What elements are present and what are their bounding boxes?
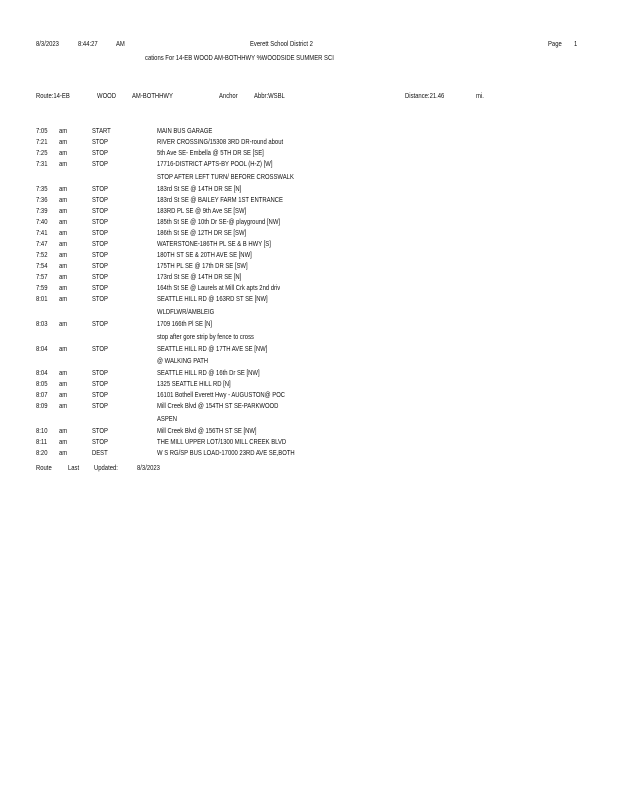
stop-time: 7:31: [36, 159, 48, 168]
footer-updated-date: 8/3/2023: [137, 463, 160, 472]
stop-type: STOP: [92, 148, 108, 157]
stop-row: [0, 206, 618, 215]
stop-row: [0, 294, 618, 303]
report-date: 8/3/2023: [36, 39, 59, 48]
stop-row: [0, 195, 618, 204]
stop-description-cont: @ WALKING PATH: [157, 356, 209, 365]
stop-continuation: [0, 172, 618, 181]
stop-time: 8:11: [36, 437, 48, 446]
stop-description-cont: WLDFLWR/AMBLEIG: [157, 307, 215, 316]
stop-ampm: am: [59, 126, 68, 135]
stop-ampm: am: [59, 206, 68, 215]
stop-ampm: am: [59, 319, 68, 328]
footer-route-label: Route: [36, 463, 52, 472]
stop-type: STOP: [92, 228, 108, 237]
stop-description: SEATTLE HILL RD @ 16th Dr SE [NW]: [157, 368, 260, 377]
stop-type: STOP: [92, 401, 108, 410]
stop-description: 17716-DISTRICT APTS-BY POOL (H-Z) [W]: [157, 159, 273, 168]
stop-row: [0, 437, 618, 446]
stop-ampm: am: [59, 137, 68, 146]
stop-time: 7:41: [36, 228, 48, 237]
stop-ampm: am: [59, 368, 68, 377]
stop-description: WATERSTONE-186TH PL SE & B HWY [S]: [157, 239, 271, 248]
stop-time: 7:05: [36, 126, 48, 135]
stop-row: [0, 159, 618, 168]
stop-description: SEATTLE HILL RD @ 163RD ST SE [NW]: [157, 294, 268, 303]
stop-type: STOP: [92, 437, 108, 446]
stop-ampm: am: [59, 294, 68, 303]
stop-type: STOP: [92, 283, 108, 292]
report-ampm: AM: [116, 39, 125, 48]
stop-type: STOP: [92, 390, 108, 399]
stop-type: STOP: [92, 184, 108, 193]
stop-row: [0, 126, 618, 135]
stop-description: 183rd St SE @ BAILEY FARM 1ST ENTRANCE: [157, 195, 283, 204]
stop-description: 185th St SE @ 10th Dr SE-@ playground [NW]: [157, 217, 281, 226]
stop-ampm: am: [59, 283, 68, 292]
stop-time: 8:10: [36, 426, 48, 435]
route-school: WOOD: [97, 91, 116, 100]
stop-continuation: [0, 414, 618, 423]
stop-description-cont: STOP AFTER LEFT TURN/ BEFORE CROSSWALK: [157, 172, 294, 181]
stop-time: 8:03: [36, 319, 48, 328]
district-title: Everett School District 2: [250, 39, 313, 48]
stop-ampm: am: [59, 148, 68, 157]
stop-description: MAIN BUS GARAGE: [157, 126, 213, 135]
stop-ampm: am: [59, 448, 68, 457]
stop-time: 8:20: [36, 448, 48, 457]
stop-row: [0, 228, 618, 237]
stop-ampm: am: [59, 195, 68, 204]
stop-description: RIVER CROSSING/15308 3RD DR-round about: [157, 137, 284, 146]
stop-continuation: [0, 307, 618, 316]
stop-type: STOP: [92, 195, 108, 204]
stop-continuation: [0, 356, 618, 365]
stop-ampm: am: [59, 344, 68, 353]
stop-description: 16101 Bothell Everett Hwy - AUGUSTON@ POC: [157, 390, 286, 399]
stop-row: [0, 448, 618, 457]
stop-type: STOP: [92, 272, 108, 281]
stop-ampm: am: [59, 401, 68, 410]
stop-row: [0, 401, 618, 410]
stop-description: 180TH ST SE & 20TH AVE SE [NW]: [157, 250, 252, 259]
stop-time: 7:25: [36, 148, 48, 157]
stop-time: 8:09: [36, 401, 48, 410]
stop-description: 5th Ave SE- Embella @ 5TH DR SE [SE]: [157, 148, 264, 157]
stop-type: STOP: [92, 217, 108, 226]
stop-ampm: am: [59, 437, 68, 446]
report-subtitle: cations For 14-EB WOOD AM-BOTHHWY %WOODSIDE SUMMER SCI: [145, 53, 334, 62]
stop-ampm: am: [59, 239, 68, 248]
stop-description: SEATTLE HILL RD @ 17TH AVE SE [NW]: [157, 344, 268, 353]
stop-type: STOP: [92, 319, 108, 328]
stop-description: W S RG/SP BUS LOAD-17000 23RD AVE SE,BOTH: [157, 448, 295, 457]
stop-row: [0, 379, 618, 388]
stop-ampm: am: [59, 272, 68, 281]
stop-description-cont: stop after gore strip by fence to cross: [157, 332, 254, 341]
stop-time: 7:57: [36, 272, 48, 281]
stop-ampm: am: [59, 250, 68, 259]
stop-ampm: am: [59, 184, 68, 193]
stop-type: DEST: [92, 448, 108, 457]
stop-row: [0, 239, 618, 248]
page-label: Page: [548, 39, 562, 48]
stop-time: 7:47: [36, 239, 48, 248]
stop-description: 183rd St SE @ 14TH DR SE [N]: [157, 184, 242, 193]
stop-time: 8:04: [36, 368, 48, 377]
stop-type: STOP: [92, 294, 108, 303]
stop-description: THE MILL UPPER LOT/1300 MILL CREEK BLVD: [157, 437, 287, 446]
stop-ampm: am: [59, 217, 68, 226]
stop-row: [0, 250, 618, 259]
stop-type: STOP: [92, 368, 108, 377]
stop-ampm: am: [59, 390, 68, 399]
route-anchor: Anchor: [219, 91, 238, 100]
stop-row: [0, 272, 618, 281]
stop-row: [0, 148, 618, 157]
stop-description: 175TH PL SE @ 17th DR SE [SW]: [157, 261, 248, 270]
stop-description: 183RD PL SE @ 9th Ave SE [SW]: [157, 206, 247, 215]
stop-row: [0, 283, 618, 292]
stop-type: STOP: [92, 137, 108, 146]
route-distance-unit: mi.: [476, 91, 484, 100]
page-number: 1: [574, 39, 578, 48]
stop-row: [0, 184, 618, 193]
stop-type: STOP: [92, 159, 108, 168]
stop-description-cont: ASPEN: [157, 414, 177, 423]
stop-description: 1325 SEATTLE HILL RD [N]: [157, 379, 231, 388]
stop-type: STOP: [92, 250, 108, 259]
stop-type: STOP: [92, 239, 108, 248]
stop-type: STOP: [92, 261, 108, 270]
stop-continuation: [0, 332, 618, 341]
stop-time: 7:21: [36, 137, 48, 146]
stop-row: [0, 368, 618, 377]
route-name: AM-BOTHHWY: [132, 91, 173, 100]
route-distance: Distance:21.46: [405, 91, 445, 100]
stop-type: START: [92, 126, 111, 135]
stop-description: 1709 166th Pl SE [N]: [157, 319, 213, 328]
footer-updated-label: Updated:: [94, 463, 118, 472]
stop-row: [0, 426, 618, 435]
stop-time: 7:54: [36, 261, 48, 270]
stop-row: [0, 390, 618, 399]
stop-description: Mill Creek Blvd @ 156TH ST SE [NW]: [157, 426, 257, 435]
stop-description: 186th St SE @ 12TH DR SE [SW]: [157, 228, 247, 237]
stop-ampm: am: [59, 426, 68, 435]
stop-ampm: am: [59, 261, 68, 270]
stop-time: 7:36: [36, 195, 48, 204]
stop-time: 7:35: [36, 184, 48, 193]
report-time: 8:44:27: [78, 39, 98, 48]
stop-time: 8:01: [36, 294, 48, 303]
route-abbr: Abbr:WSBL: [254, 91, 285, 100]
stop-ampm: am: [59, 159, 68, 168]
stop-row: [0, 217, 618, 226]
footer-last-label: Last: [68, 463, 80, 472]
stop-time: 8:07: [36, 390, 48, 399]
stop-time: 8:04: [36, 344, 48, 353]
stop-row: [0, 137, 618, 146]
stop-time: 7:39: [36, 206, 48, 215]
stop-time: 8:05: [36, 379, 48, 388]
stop-type: STOP: [92, 344, 108, 353]
stop-type: STOP: [92, 379, 108, 388]
stop-time: 7:52: [36, 250, 48, 259]
stop-ampm: am: [59, 228, 68, 237]
stop-time: 7:59: [36, 283, 48, 292]
route-id: Route:14-EB: [36, 91, 70, 100]
stop-row: [0, 261, 618, 270]
stop-row: [0, 344, 618, 353]
stop-ampm: am: [59, 379, 68, 388]
stop-type: STOP: [92, 426, 108, 435]
stop-description: 173rd St SE @ 14TH DR SE [N]: [157, 272, 242, 281]
stop-row: [0, 319, 618, 328]
stop-description: Mill Creek Blvd @ 154TH ST SE-PARKWOOD: [157, 401, 279, 410]
stop-time: 7:40: [36, 217, 48, 226]
stop-type: STOP: [92, 206, 108, 215]
stop-description: 164th St SE @ Laurels at Mill Crk apts 2nd driv: [157, 283, 281, 292]
